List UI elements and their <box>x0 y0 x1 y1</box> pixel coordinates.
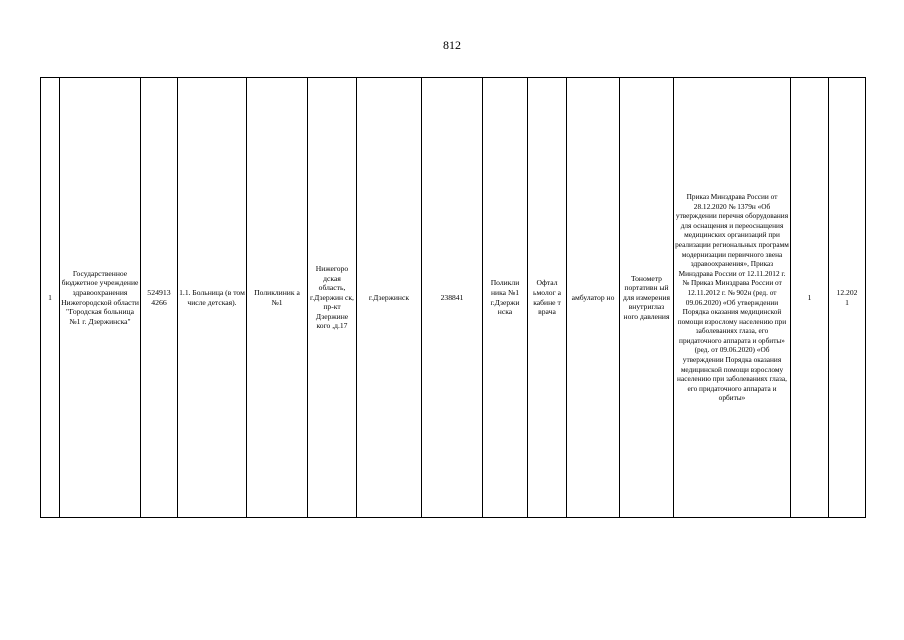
legal-basis-cell: Приказ Минздрава России от 28.12.2020 № 1379н «Об утверждении перечня оборудования для оснащения и переоснащения медицинских организаций при реализации региональных программ модернизации первичного звена здравоохранения», Приказ Минздрава России от 12.11.2012 г. № Приказ Минздрава России от 12.11.2012 г. № 902н (ред. от 09.06.2020) «Об утверждении Порядка оказания медицинской помощи взрослому населению при заболеваниях глаза, его придаточного аппарата и орбиты» (ред. от 09.06.2020) «Об утверждении Порядка оказания медицинской помощи взрослому населению при заболеваниях глаза, его придаточного аппарата и орбиты» <box>674 78 791 518</box>
address-cell: Нижегоро дская область, г.Дзержин ск, пр-кт Дзержине кого ,д.17 <box>308 78 357 518</box>
equipment-cell: Тонометр портативн ый для измерения внутриглаз ного давления <box>620 78 674 518</box>
inn-cell: 524913 4266 <box>141 78 178 518</box>
city-cell: г.Дзержинск <box>357 78 422 518</box>
department-cell: Поликли ника №1 г.Дзержи нска <box>483 78 528 518</box>
row-index-cell: 1 <box>41 78 60 518</box>
oktmo-cell: 238841 <box>422 78 483 518</box>
subdivision-cell: Поликлиник а №1 <box>247 78 308 518</box>
cabinet-cell: Офтал ьмолог а кабине т врача <box>528 78 567 518</box>
facility-type-cell: 1.1. Больница (в том числе детская). <box>178 78 247 518</box>
care-condition-cell: амбулатор но <box>567 78 620 518</box>
register-table <box>40 77 866 518</box>
date-cell: 12.202 1 <box>829 78 866 518</box>
organization-cell: Государственное бюджетное учреждение здравоохранения Нижегородской области "Городская больница №1 г. Дзержинска" <box>60 78 141 518</box>
page-number: 812 <box>443 38 461 52</box>
table-row <box>41 78 866 518</box>
quantity-cell: 1 <box>791 78 829 518</box>
